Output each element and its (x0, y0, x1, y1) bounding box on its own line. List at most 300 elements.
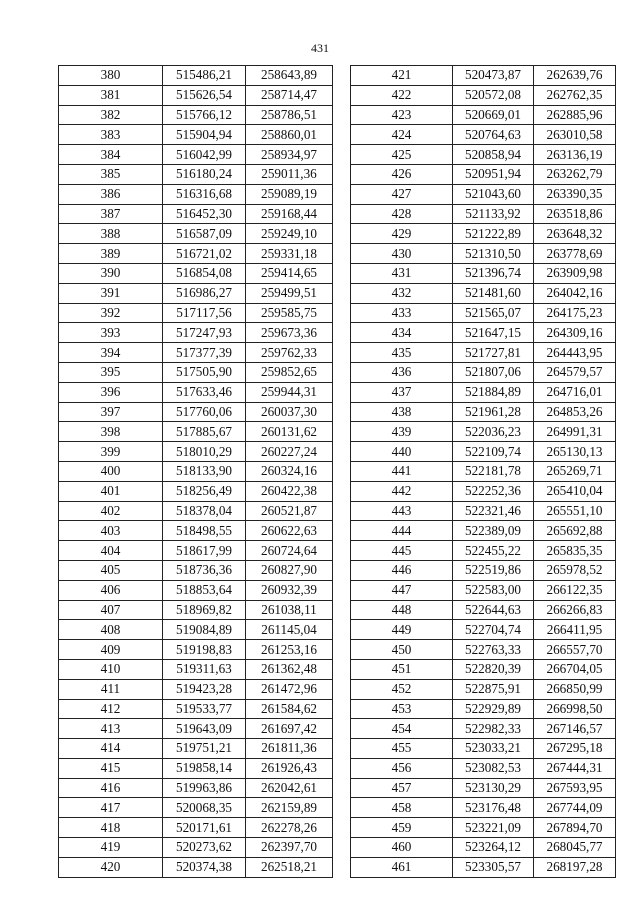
table-row (59, 105, 333, 125)
page-number: 431 (311, 41, 329, 55)
x-coordinate-cell: 518378,04 (163, 501, 246, 521)
table-row (59, 560, 333, 580)
x-coordinate-cell: 519084,89 (163, 620, 246, 640)
x-coordinate-cell: 521727,81 (453, 343, 534, 363)
x-coordinate-cell: 517377,39 (163, 343, 246, 363)
x-coordinate-cell: 521884,89 (453, 382, 534, 402)
table-row (59, 184, 333, 204)
point-number-cell: 451 (351, 659, 453, 679)
point-number-cell: 457 (351, 778, 453, 798)
point-number-cell: 436 (351, 362, 453, 382)
point-number-cell: 417 (59, 798, 163, 818)
point-number-cell: 450 (351, 640, 453, 660)
point-number-cell: 400 (59, 461, 163, 481)
table-row (59, 798, 333, 818)
y-coordinate-cell: 258643,89 (246, 66, 333, 86)
x-coordinate-cell: 523176,48 (453, 798, 534, 818)
point-number-cell: 426 (351, 164, 453, 184)
x-coordinate-cell: 520273,62 (163, 838, 246, 858)
table-row (59, 659, 333, 679)
point-number-cell: 390 (59, 263, 163, 283)
y-coordinate-cell: 259414,65 (246, 263, 333, 283)
table-row (59, 145, 333, 165)
table-row (59, 125, 333, 145)
table-row (59, 263, 333, 283)
x-coordinate-cell: 518736,36 (163, 560, 246, 580)
y-coordinate-cell: 262278,26 (246, 818, 333, 838)
point-number-cell: 458 (351, 798, 453, 818)
point-number-cell: 393 (59, 323, 163, 343)
x-coordinate-cell: 515904,94 (163, 125, 246, 145)
table-row (59, 481, 333, 501)
point-number-cell: 445 (351, 541, 453, 561)
x-coordinate-cell: 520572,08 (453, 85, 534, 105)
y-coordinate-cell: 266704,05 (534, 659, 616, 679)
y-coordinate-cell: 262639,76 (534, 66, 616, 86)
table-row (351, 501, 616, 521)
table-row (351, 283, 616, 303)
table-row (351, 659, 616, 679)
table-row (351, 204, 616, 224)
point-number-cell: 425 (351, 145, 453, 165)
point-number-cell: 435 (351, 343, 453, 363)
y-coordinate-cell: 259585,75 (246, 303, 333, 323)
point-number-cell: 405 (59, 560, 163, 580)
point-number-cell: 414 (59, 739, 163, 759)
y-coordinate-cell: 266998,50 (534, 699, 616, 719)
x-coordinate-cell: 519643,09 (163, 719, 246, 739)
point-number-cell: 413 (59, 719, 163, 739)
table-row (351, 679, 616, 699)
y-coordinate-cell: 261697,42 (246, 719, 333, 739)
point-number-cell: 394 (59, 343, 163, 363)
y-coordinate-cell: 261145,04 (246, 620, 333, 640)
point-number-cell: 385 (59, 164, 163, 184)
x-coordinate-cell: 520951,94 (453, 164, 534, 184)
table-row (59, 719, 333, 739)
x-coordinate-cell: 522820,39 (453, 659, 534, 679)
point-number-cell: 382 (59, 105, 163, 125)
table-row (351, 244, 616, 264)
x-coordinate-cell: 520068,35 (163, 798, 246, 818)
point-number-cell: 420 (59, 857, 163, 877)
x-coordinate-cell: 521647,15 (453, 323, 534, 343)
y-coordinate-cell: 259944,31 (246, 382, 333, 402)
point-number-cell: 442 (351, 481, 453, 501)
y-coordinate-cell: 268197,28 (534, 857, 616, 877)
x-coordinate-cell: 522455,22 (453, 541, 534, 561)
table-row (59, 620, 333, 640)
table-row (59, 640, 333, 660)
y-coordinate-cell: 259168,44 (246, 204, 333, 224)
x-coordinate-cell: 522704,74 (453, 620, 534, 640)
x-coordinate-cell: 519963,86 (163, 778, 246, 798)
x-coordinate-cell: 518853,64 (163, 580, 246, 600)
y-coordinate-cell: 262397,70 (246, 838, 333, 858)
table-row (59, 343, 333, 363)
y-coordinate-cell: 264042,16 (534, 283, 616, 303)
point-number-cell: 412 (59, 699, 163, 719)
y-coordinate-cell: 263136,19 (534, 145, 616, 165)
table-row (351, 818, 616, 838)
point-number-cell: 434 (351, 323, 453, 343)
y-coordinate-cell: 261811,36 (246, 739, 333, 759)
x-coordinate-cell: 523033,21 (453, 739, 534, 759)
table-row (59, 422, 333, 442)
y-coordinate-cell: 258714,47 (246, 85, 333, 105)
coordinates-table-right (350, 65, 616, 878)
y-coordinate-cell: 262042,61 (246, 778, 333, 798)
table-row (59, 362, 333, 382)
x-coordinate-cell: 518498,55 (163, 521, 246, 541)
point-number-cell: 406 (59, 580, 163, 600)
y-coordinate-cell: 260131,62 (246, 422, 333, 442)
point-number-cell: 430 (351, 244, 453, 264)
x-coordinate-cell: 516587,09 (163, 224, 246, 244)
y-coordinate-cell: 259499,51 (246, 283, 333, 303)
x-coordinate-cell: 521043,60 (453, 184, 534, 204)
y-coordinate-cell: 265551,10 (534, 501, 616, 521)
point-number-cell: 460 (351, 838, 453, 858)
x-coordinate-cell: 516042,99 (163, 145, 246, 165)
y-coordinate-cell: 264853,26 (534, 402, 616, 422)
table-row (351, 798, 616, 818)
point-number-cell: 449 (351, 620, 453, 640)
y-coordinate-cell: 265692,88 (534, 521, 616, 541)
y-coordinate-cell: 260521,87 (246, 501, 333, 521)
point-number-cell: 407 (59, 600, 163, 620)
point-number-cell: 431 (351, 263, 453, 283)
y-coordinate-cell: 264579,57 (534, 362, 616, 382)
x-coordinate-cell: 515626,54 (163, 85, 246, 105)
point-number-cell: 396 (59, 382, 163, 402)
x-coordinate-cell: 522644,63 (453, 600, 534, 620)
table-row (351, 224, 616, 244)
y-coordinate-cell: 260827,90 (246, 560, 333, 580)
x-coordinate-cell: 516854,08 (163, 263, 246, 283)
x-coordinate-cell: 523264,12 (453, 838, 534, 858)
point-number-cell: 383 (59, 125, 163, 145)
x-coordinate-cell: 518133,90 (163, 461, 246, 481)
y-coordinate-cell: 258934,97 (246, 145, 333, 165)
y-coordinate-cell: 267146,57 (534, 719, 616, 739)
x-coordinate-cell: 519198,83 (163, 640, 246, 660)
table-row (59, 244, 333, 264)
table-row (351, 323, 616, 343)
point-number-cell: 427 (351, 184, 453, 204)
point-number-cell: 443 (351, 501, 453, 521)
y-coordinate-cell: 260422,38 (246, 481, 333, 501)
x-coordinate-cell: 521481,60 (453, 283, 534, 303)
table-row (351, 145, 616, 165)
x-coordinate-cell: 518010,29 (163, 442, 246, 462)
point-number-cell: 459 (351, 818, 453, 838)
x-coordinate-cell: 515486,21 (163, 66, 246, 86)
x-coordinate-cell: 518617,99 (163, 541, 246, 561)
y-coordinate-cell: 266411,95 (534, 620, 616, 640)
table-row (59, 66, 333, 86)
y-coordinate-cell: 261926,43 (246, 758, 333, 778)
table-row (59, 679, 333, 699)
x-coordinate-cell: 516316,68 (163, 184, 246, 204)
table-row (59, 818, 333, 838)
table-row (351, 66, 616, 86)
x-coordinate-cell: 522036,23 (453, 422, 534, 442)
point-number-cell: 416 (59, 778, 163, 798)
table-row (351, 382, 616, 402)
y-coordinate-cell: 267593,95 (534, 778, 616, 798)
point-number-cell: 439 (351, 422, 453, 442)
point-number-cell: 389 (59, 244, 163, 264)
table-row (59, 600, 333, 620)
point-number-cell: 448 (351, 600, 453, 620)
y-coordinate-cell: 264716,01 (534, 382, 616, 402)
x-coordinate-cell: 521133,92 (453, 204, 534, 224)
y-coordinate-cell: 258786,51 (246, 105, 333, 125)
table-row (351, 758, 616, 778)
y-coordinate-cell: 261038,11 (246, 600, 333, 620)
x-coordinate-cell: 519311,63 (163, 659, 246, 679)
table-row (351, 640, 616, 660)
table-row (59, 442, 333, 462)
table-row (351, 461, 616, 481)
table-row (59, 541, 333, 561)
table-row (351, 184, 616, 204)
point-number-cell: 440 (351, 442, 453, 462)
x-coordinate-cell: 522929,89 (453, 699, 534, 719)
table-row (351, 620, 616, 640)
table-row (59, 323, 333, 343)
x-coordinate-cell: 523130,29 (453, 778, 534, 798)
y-coordinate-cell: 266266,83 (534, 600, 616, 620)
point-number-cell: 381 (59, 85, 163, 105)
point-number-cell: 392 (59, 303, 163, 323)
x-coordinate-cell: 516452,30 (163, 204, 246, 224)
point-number-cell: 410 (59, 659, 163, 679)
y-coordinate-cell: 260622,63 (246, 521, 333, 541)
x-coordinate-cell: 517760,06 (163, 402, 246, 422)
x-coordinate-cell: 522109,74 (453, 442, 534, 462)
x-coordinate-cell: 519751,21 (163, 739, 246, 759)
x-coordinate-cell: 516180,24 (163, 164, 246, 184)
point-number-cell: 423 (351, 105, 453, 125)
y-coordinate-cell: 265835,35 (534, 541, 616, 561)
x-coordinate-cell: 519533,77 (163, 699, 246, 719)
x-coordinate-cell: 520764,63 (453, 125, 534, 145)
table-row (351, 521, 616, 541)
point-number-cell: 411 (59, 679, 163, 699)
y-coordinate-cell: 260324,16 (246, 461, 333, 481)
point-number-cell: 404 (59, 541, 163, 561)
x-coordinate-cell: 520374,38 (163, 857, 246, 877)
point-number-cell: 444 (351, 521, 453, 541)
y-coordinate-cell: 262885,96 (534, 105, 616, 125)
y-coordinate-cell: 263262,79 (534, 164, 616, 184)
table-row (351, 362, 616, 382)
y-coordinate-cell: 264443,95 (534, 343, 616, 363)
x-coordinate-cell: 522583,00 (453, 580, 534, 600)
y-coordinate-cell: 265978,52 (534, 560, 616, 580)
table-row (59, 521, 333, 541)
y-coordinate-cell: 265130,13 (534, 442, 616, 462)
point-number-cell: 438 (351, 402, 453, 422)
table-row (351, 343, 616, 363)
y-coordinate-cell: 266557,70 (534, 640, 616, 660)
y-coordinate-cell: 260227,24 (246, 442, 333, 462)
y-coordinate-cell: 263390,35 (534, 184, 616, 204)
point-number-cell: 454 (351, 719, 453, 739)
table-row (351, 541, 616, 561)
table-row (59, 303, 333, 323)
y-coordinate-cell: 265410,04 (534, 481, 616, 501)
table-row (351, 778, 616, 798)
table-row (351, 422, 616, 442)
table-row (351, 303, 616, 323)
y-coordinate-cell: 267295,18 (534, 739, 616, 759)
point-number-cell: 409 (59, 640, 163, 660)
y-coordinate-cell: 266122,35 (534, 580, 616, 600)
table-row (59, 85, 333, 105)
y-coordinate-cell: 267894,70 (534, 818, 616, 838)
table-row (59, 224, 333, 244)
y-coordinate-cell: 258860,01 (246, 125, 333, 145)
table-row (59, 699, 333, 719)
x-coordinate-cell: 520171,61 (163, 818, 246, 838)
y-coordinate-cell: 261253,16 (246, 640, 333, 660)
point-number-cell: 391 (59, 283, 163, 303)
point-number-cell: 429 (351, 224, 453, 244)
point-number-cell: 432 (351, 283, 453, 303)
y-coordinate-cell: 262159,89 (246, 798, 333, 818)
y-coordinate-cell: 262518,21 (246, 857, 333, 877)
y-coordinate-cell: 261472,96 (246, 679, 333, 699)
table-row (351, 739, 616, 759)
point-number-cell: 456 (351, 758, 453, 778)
x-coordinate-cell: 521565,07 (453, 303, 534, 323)
x-coordinate-cell: 523082,53 (453, 758, 534, 778)
table-row (59, 739, 333, 759)
table-row (59, 382, 333, 402)
x-coordinate-cell: 516721,02 (163, 244, 246, 264)
x-coordinate-cell: 522519,86 (453, 560, 534, 580)
x-coordinate-cell: 522252,36 (453, 481, 534, 501)
y-coordinate-cell: 268045,77 (534, 838, 616, 858)
point-number-cell: 424 (351, 125, 453, 145)
point-number-cell: 419 (59, 838, 163, 858)
x-coordinate-cell: 523305,57 (453, 857, 534, 877)
x-coordinate-cell: 522321,46 (453, 501, 534, 521)
point-number-cell: 398 (59, 422, 163, 442)
table-row (351, 402, 616, 422)
x-coordinate-cell: 517247,93 (163, 323, 246, 343)
table-row (59, 580, 333, 600)
x-coordinate-cell: 516986,27 (163, 283, 246, 303)
table-row (59, 283, 333, 303)
x-coordinate-cell: 521396,74 (453, 263, 534, 283)
y-coordinate-cell: 267444,31 (534, 758, 616, 778)
point-number-cell: 453 (351, 699, 453, 719)
x-coordinate-cell: 522181,78 (453, 461, 534, 481)
point-number-cell: 441 (351, 461, 453, 481)
point-number-cell: 422 (351, 85, 453, 105)
y-coordinate-cell: 261584,62 (246, 699, 333, 719)
y-coordinate-cell: 260724,64 (246, 541, 333, 561)
y-coordinate-cell: 259762,33 (246, 343, 333, 363)
y-coordinate-cell: 259331,18 (246, 244, 333, 264)
x-coordinate-cell: 517633,46 (163, 382, 246, 402)
point-number-cell: 402 (59, 501, 163, 521)
y-coordinate-cell: 266850,99 (534, 679, 616, 699)
point-number-cell: 418 (59, 818, 163, 838)
point-number-cell: 399 (59, 442, 163, 462)
y-coordinate-cell: 264175,23 (534, 303, 616, 323)
table-row (59, 778, 333, 798)
x-coordinate-cell: 521961,28 (453, 402, 534, 422)
y-coordinate-cell: 259852,65 (246, 362, 333, 382)
x-coordinate-cell: 522875,91 (453, 679, 534, 699)
point-number-cell: 428 (351, 204, 453, 224)
point-number-cell: 455 (351, 739, 453, 759)
x-coordinate-cell: 519423,28 (163, 679, 246, 699)
y-coordinate-cell: 259249,10 (246, 224, 333, 244)
table-row (351, 719, 616, 739)
x-coordinate-cell: 521222,89 (453, 224, 534, 244)
y-coordinate-cell: 259011,36 (246, 164, 333, 184)
point-number-cell: 446 (351, 560, 453, 580)
y-coordinate-cell: 264991,31 (534, 422, 616, 442)
table-row (59, 461, 333, 481)
table-row (351, 600, 616, 620)
point-number-cell: 415 (59, 758, 163, 778)
y-coordinate-cell: 263909,98 (534, 263, 616, 283)
x-coordinate-cell: 520858,94 (453, 145, 534, 165)
x-coordinate-cell: 521310,50 (453, 244, 534, 264)
point-number-cell: 384 (59, 145, 163, 165)
x-coordinate-cell: 520669,01 (453, 105, 534, 125)
y-coordinate-cell: 259673,36 (246, 323, 333, 343)
x-coordinate-cell: 522389,09 (453, 521, 534, 541)
table-row (59, 857, 333, 877)
point-number-cell: 452 (351, 679, 453, 699)
x-coordinate-cell: 518969,82 (163, 600, 246, 620)
table-row (351, 560, 616, 580)
table-row (351, 164, 616, 184)
table-row (351, 85, 616, 105)
y-coordinate-cell: 260932,39 (246, 580, 333, 600)
x-coordinate-cell: 517117,56 (163, 303, 246, 323)
x-coordinate-cell: 520473,87 (453, 66, 534, 86)
point-number-cell: 433 (351, 303, 453, 323)
table-row (351, 125, 616, 145)
y-coordinate-cell: 261362,48 (246, 659, 333, 679)
y-coordinate-cell: 260037,30 (246, 402, 333, 422)
point-number-cell: 395 (59, 362, 163, 382)
point-number-cell: 421 (351, 66, 453, 86)
point-number-cell: 447 (351, 580, 453, 600)
table-row (351, 699, 616, 719)
table-row (351, 857, 616, 877)
x-coordinate-cell: 517885,67 (163, 422, 246, 442)
table-row (59, 758, 333, 778)
point-number-cell: 408 (59, 620, 163, 640)
table-row (351, 481, 616, 501)
table-row (59, 402, 333, 422)
coordinates-table-left (58, 65, 333, 878)
x-coordinate-cell: 522982,33 (453, 719, 534, 739)
x-coordinate-cell: 518256,49 (163, 481, 246, 501)
y-coordinate-cell: 259089,19 (246, 184, 333, 204)
y-coordinate-cell: 265269,71 (534, 461, 616, 481)
